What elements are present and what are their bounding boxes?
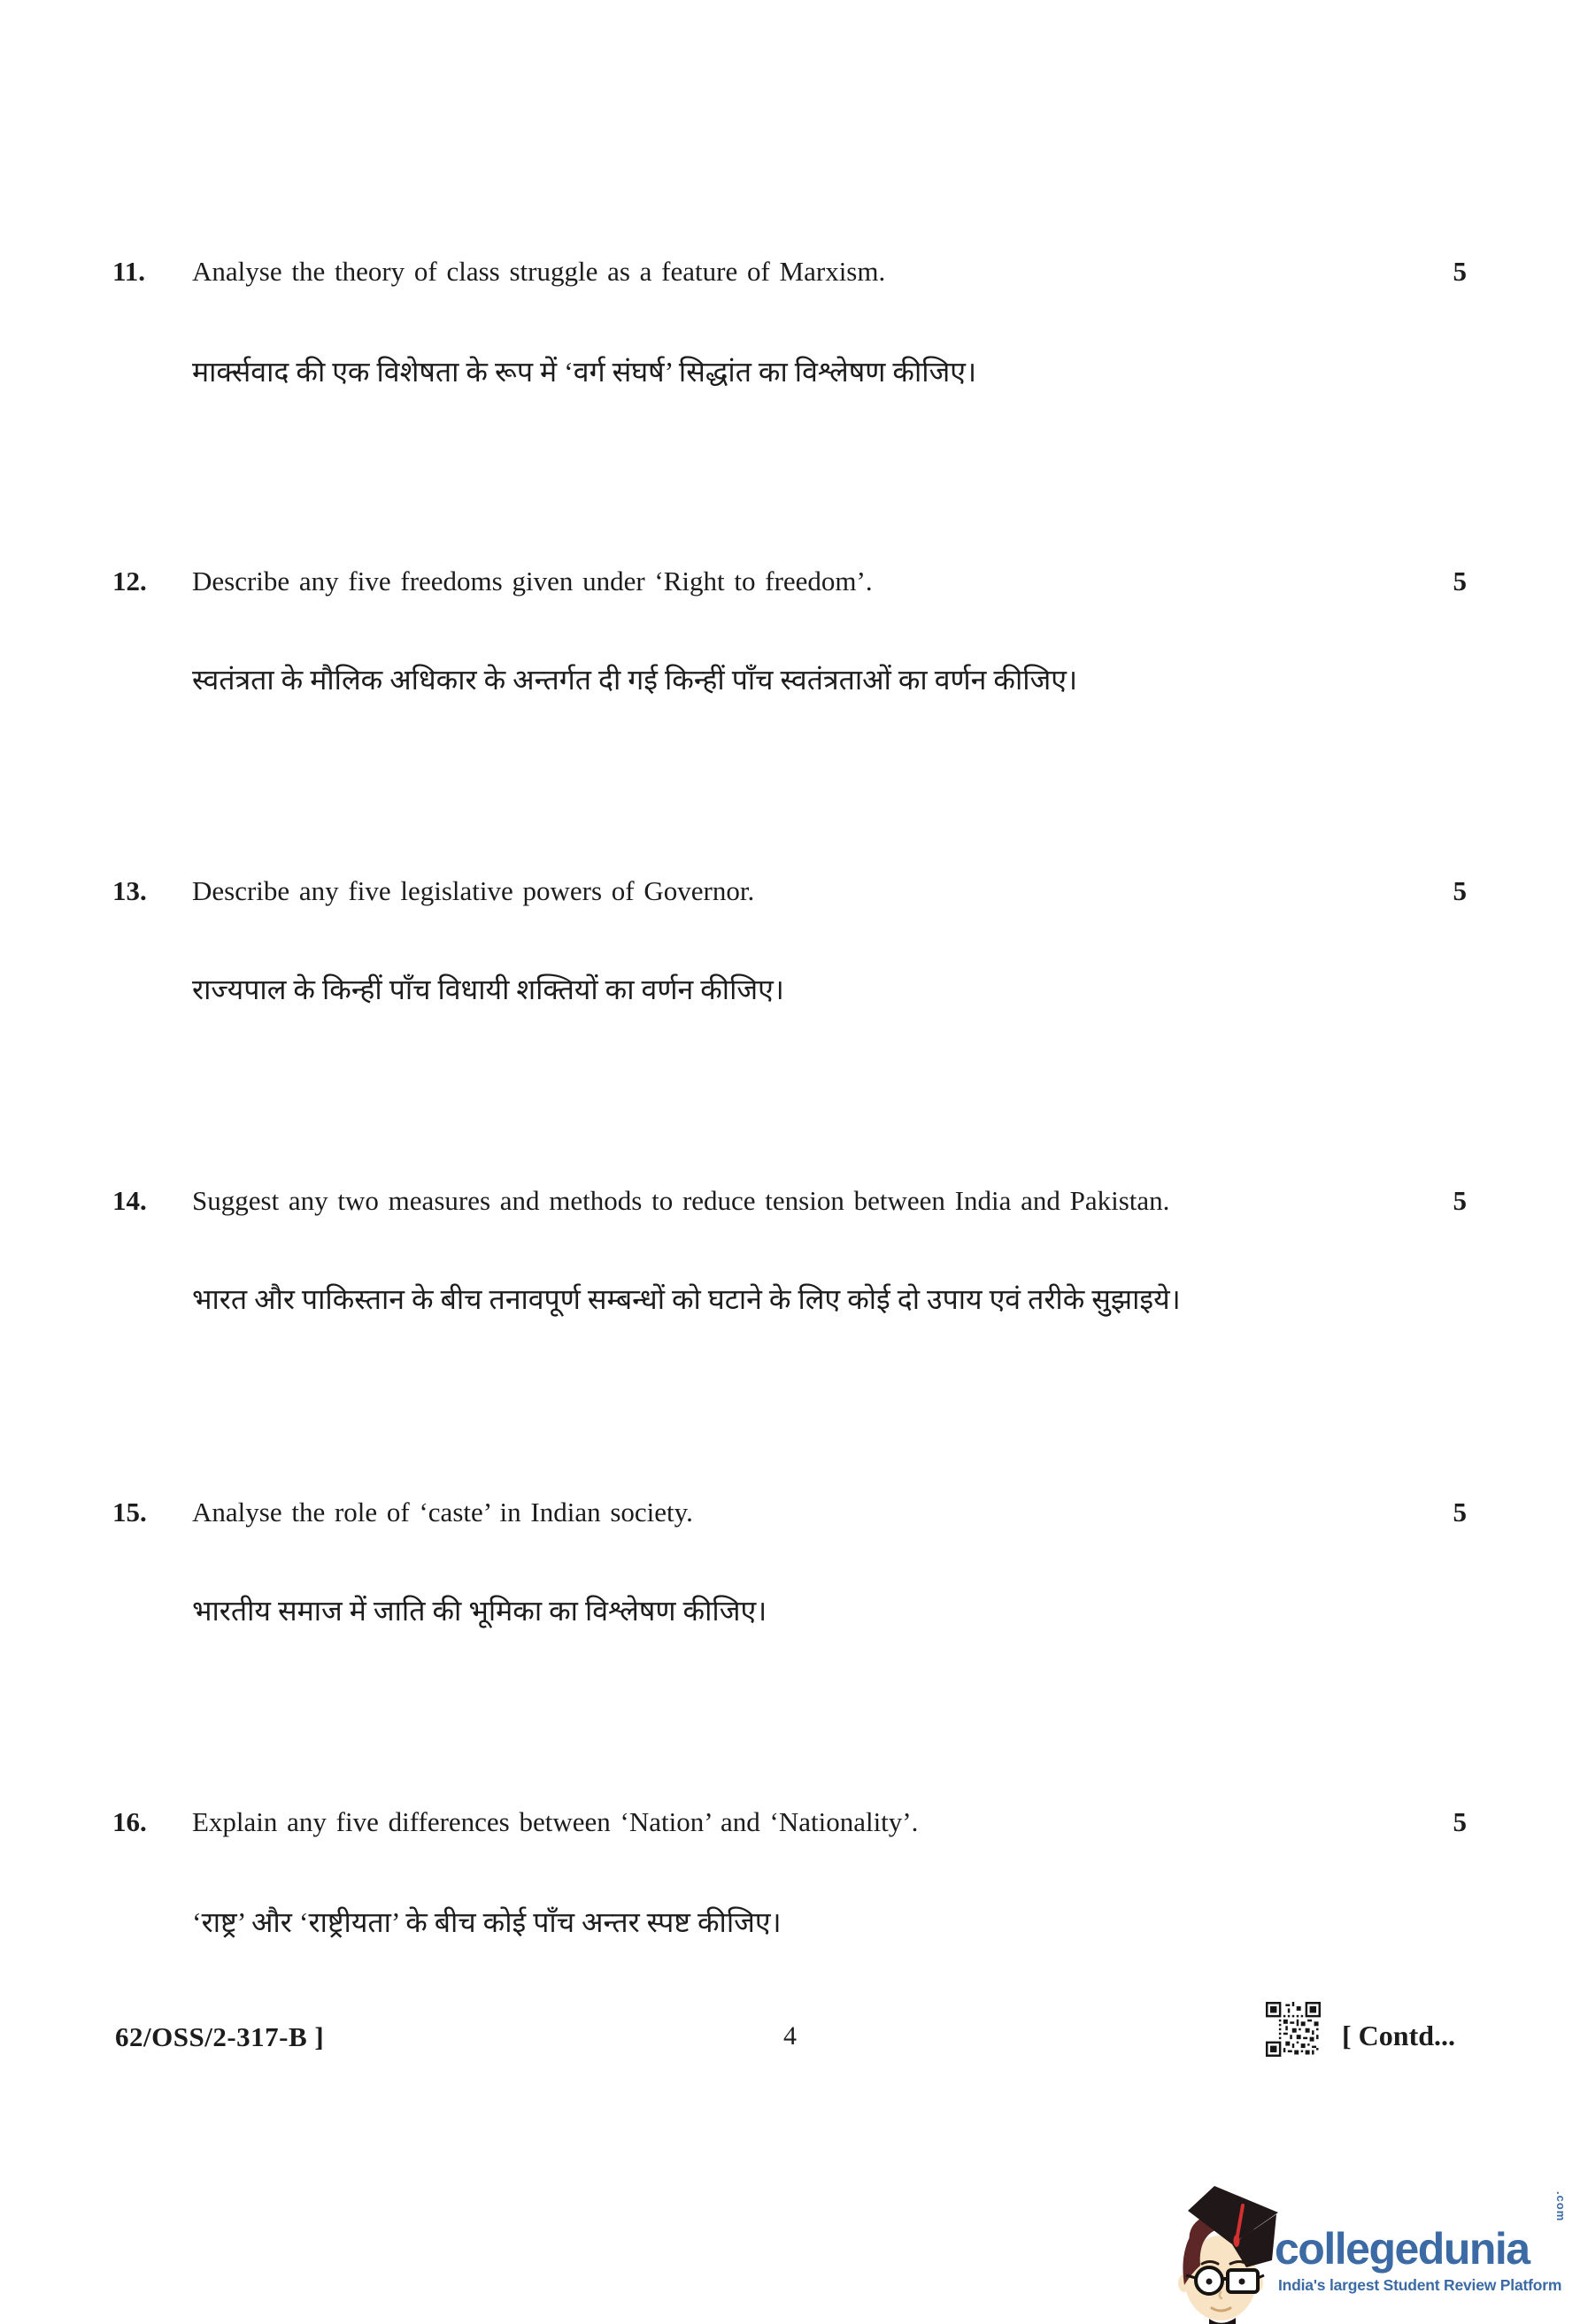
question-text-hindi: भारत और पाकिस्तान के बीच तनावपूर्ण सम्बन्धों को घटाने के लिए कोई दो उपाय एवं तरीके सुझाइये। (192, 1283, 1181, 1315)
question-text-hindi: मार्क्सवाद की एक विशेषता के रूप में ‘वर्ग संघर्ष’ सिद्धांत का विश्लेषण कीजिए। (192, 356, 977, 388)
collegedunia-mascot-icon (1165, 2184, 1283, 2324)
question-number: 14. (112, 1185, 147, 1216)
brand-name: collegedunia (1275, 2224, 1530, 2274)
brand-tagline: India's largest Student Review Platform (1278, 2276, 1562, 2294)
question-row-13 (112, 874, 1467, 909)
question-marks: 5 (1453, 1497, 1467, 1528)
question-text-english: Describe any five legislative powers of Governor. (192, 875, 755, 906)
question-marks: 5 (1453, 256, 1467, 287)
question-text-hindi: राज्यपाल के किन्हीं पाँच विधायी शक्तियों का वर्णन कीजिए। (192, 973, 784, 1005)
question-number: 15. (112, 1497, 147, 1528)
question-marks: 5 (1453, 566, 1467, 596)
question-text-english: Analyse the theory of class struggle as a feature of Marxism. (192, 256, 886, 287)
question-text-english: Describe any five freedoms given under ‘Right to freedom’. (192, 566, 873, 596)
question-marks: 5 (1453, 875, 1467, 906)
question-text-hindi: स्वतंत्रता के मौलिक अधिकार के अन्तर्गत दी गई किन्हीं पाँच स्वतंत्रताओं का वर्णन कीजिए। (192, 664, 1078, 696)
collegedunia-logo (1165, 2177, 1574, 2324)
question-number: 12. (112, 566, 147, 596)
question-text-english: Analyse the role of ‘caste’ in Indian society. (192, 1497, 693, 1528)
question-text-english: Explain any five differences between ‘Nation’ and ‘Nationality’. (192, 1806, 919, 1837)
paper-code: 62/OSS/2-317-B ] (115, 2021, 325, 2052)
question-marks: 5 (1453, 1185, 1467, 1216)
question-number: 16. (112, 1806, 147, 1837)
question-text-english: Suggest any two measures and methods to reduce tension between India and Pakistan. (192, 1185, 1170, 1216)
contd-label: [ Contd... (1342, 2020, 1456, 2051)
question-row-12 (112, 565, 1467, 599)
question-row-15 (112, 1496, 1467, 1530)
page-number: 4 (783, 2021, 797, 2051)
qr-code (1266, 2002, 1321, 2057)
question-text-hindi: भारतीय समाज में जाति की भूमिका का विश्लेषण कीजिए। (192, 1595, 767, 1627)
question-text-hindi: ‘राष्ट्र’ और ‘राष्ट्रीयता’ के बीच कोई पाँच अन्तर स्पष्ट कीजिए। (192, 1906, 782, 1938)
brand-domain: .com (1554, 2191, 1568, 2222)
question-row-11 (112, 255, 1467, 289)
question-marks: 5 (1453, 1806, 1467, 1837)
question-number: 11. (112, 256, 146, 287)
question-row-16 (112, 1805, 1467, 1840)
question-row-14 (112, 1184, 1467, 1219)
question-number: 13. (112, 875, 147, 906)
